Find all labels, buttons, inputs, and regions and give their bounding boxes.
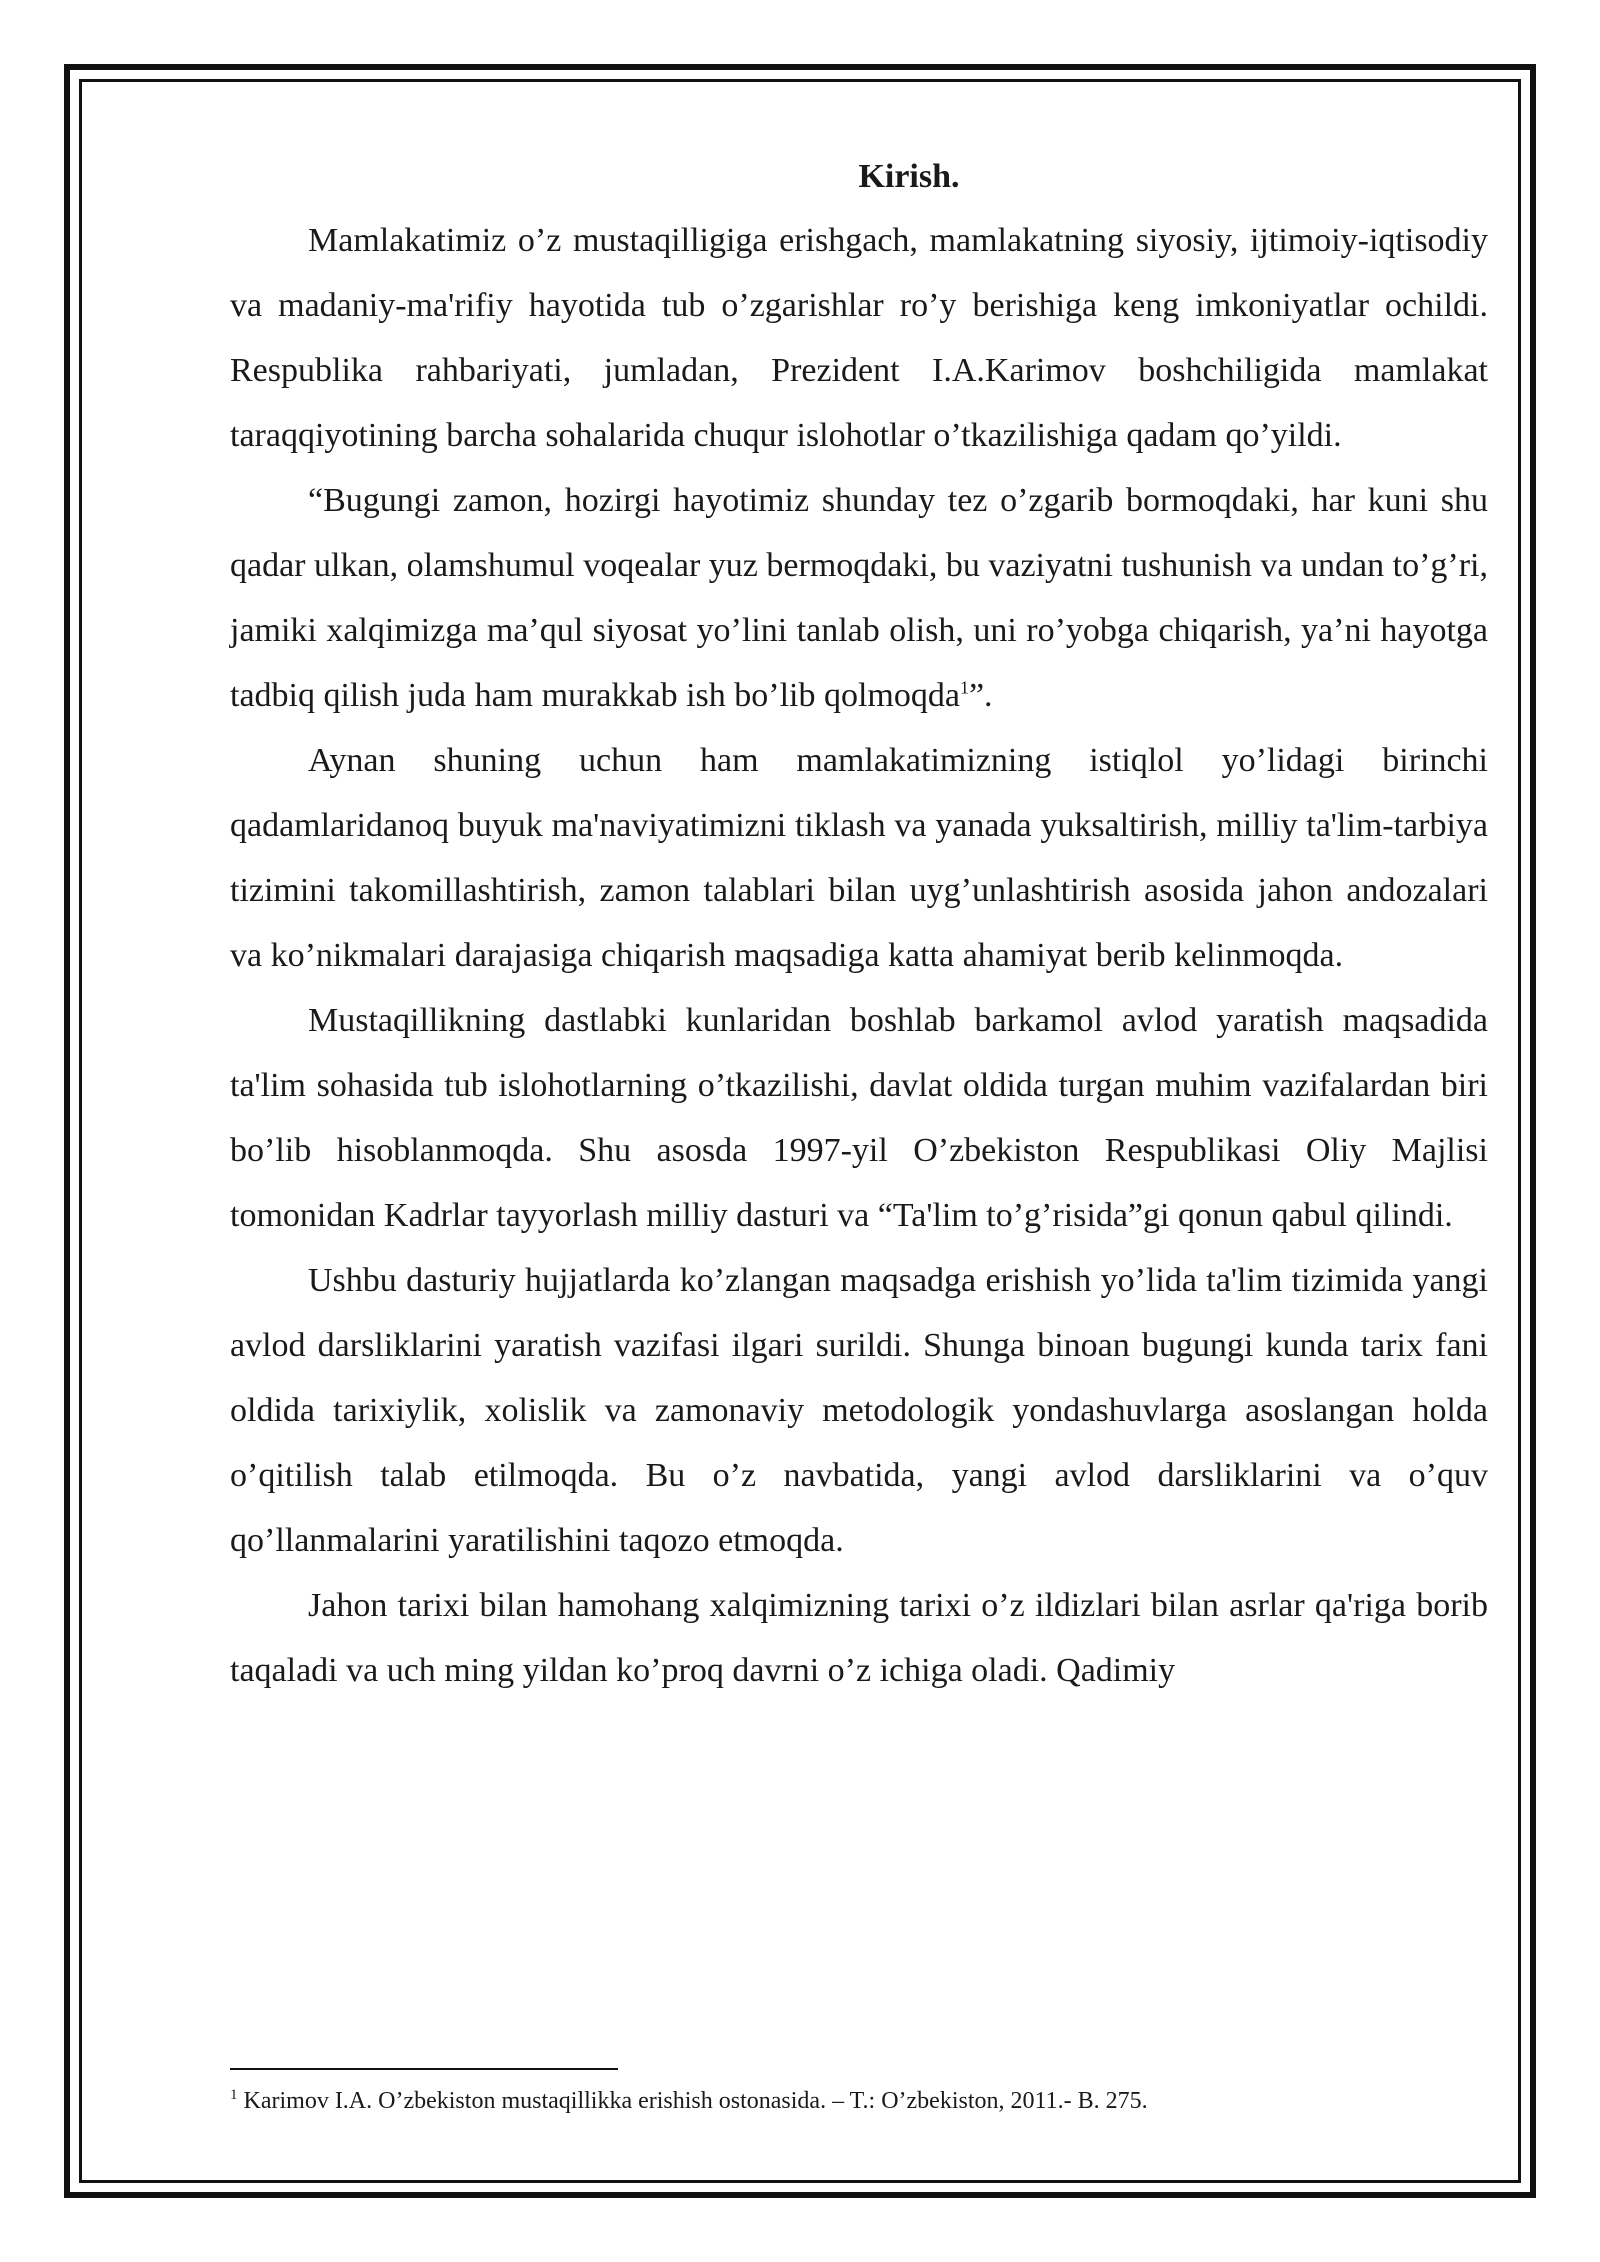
- paragraph-4: Mustaqillikning dastlabki kunlaridan boshlab barkamol avlod yaratish maqsadida ta'lim sohasida tub islohotlarning o’tkazilishi, davlat oldida turgan muhim vazifalardan biri bo’lib hisoblanmoqda. Shu asosda 1997-yil O’zbekiston Respublikasi Oliy Majlisi tomonidan Kadrlar tayyorlash milliy dasturi va “Ta'lim to’g’risida”gi qonun qabul qilindi.: [230, 1002, 1488, 1234]
- footnote: [230, 2084, 1488, 2118]
- paragraph-1: Mamlakatimiz o’z mustaqilligiga erishgach, mamlakatning siyosiy, ijtimoiy-iqtisodiy va madaniy-ma'rifiy hayotida tub o’zgarishlar ro’y berishiga keng imkoniyatlar ochildi. Respublika rahbariyati, jumladan, Prezident I.A.Karimov boshchiligida mamlakat taraqqiyotining barcha sohalarida chuqur islohotlar o’tkazilishiga qadam qo’yildi.: [230, 222, 1488, 454]
- footnote-text: Karimov I.A. O’zbekiston mustaqillikka erishish ostonasida. – T.: O’zbekiston, 2011.- B. 275.: [243, 2088, 1148, 2114]
- footnote-reference[interactable]: 1: [959, 677, 969, 698]
- footnote-marker: 1: [230, 2087, 238, 2103]
- paragraph-6: Jahon tarixi bilan hamohang xalqimizning tarixi o’z ildizlari bilan asrlar qa'riga borib taqaladi va uch ming yildan ko’proq davrni o’z ichiga oladi. Qadimiy: [230, 1587, 1488, 1689]
- quote-ending: ”.: [968, 677, 993, 714]
- footnote-separator: [230, 2068, 618, 2070]
- document-body: [230, 150, 1488, 1703]
- paragraph-5: Ushbu dasturiy hujjatlarda ko’zlangan maqsadga erishish yo’lida ta'lim tizimida yangi avlod darsliklarini yaratish vazifasi ilgari surildi. Shunga binoan bugungi kunda tarix fani oldida tarixiylik, xolislik va zamonaviy metodologik yondashuvlarga asoslangan holda o’qitilish talab etilmoqda. Bu o’z navbatida, yangi avlod darsliklarini va o’quv qo’llanmalarini yaratilishini taqozo etmoqda.: [230, 1262, 1488, 1559]
- quote-text: “Bugungi zamon, hozirgi hayotimiz shunday tez o’zgarib bormoqdaki, har kuni shu qadar ulkan, olamshumul voqealar yuz bermoqdaki, bu vaziyatni tushunish va undan to’g’ri, jamiki xalqimizga ma’qul siyosat yo’lini tanlab olish, uni ro’yobga chiqarish, ya’ni hayotga tadbiq qilish juda ham murakkab ish bo’lib qolmoqda: [230, 482, 1488, 714]
- paragraph-2-quote: [230, 468, 1488, 728]
- paragraph-3: Aynan shuning uchun ham mamlakatimizning istiqlol yo’lidagi birinchi qadamlaridanoq buyuk ma'naviyatimizni tiklash va yanada yuksaltirish, milliy ta'lim-tarbiya tizimini takomillashtirish, zamon talablari bilan uyg’unlashtirish asosida jahon andozalari va ko’nikmalari darajasiga chiqarish maqsadiga katta ahamiyat berib kelinmoqda.: [230, 742, 1488, 974]
- document-title: Kirish.: [858, 158, 960, 195]
